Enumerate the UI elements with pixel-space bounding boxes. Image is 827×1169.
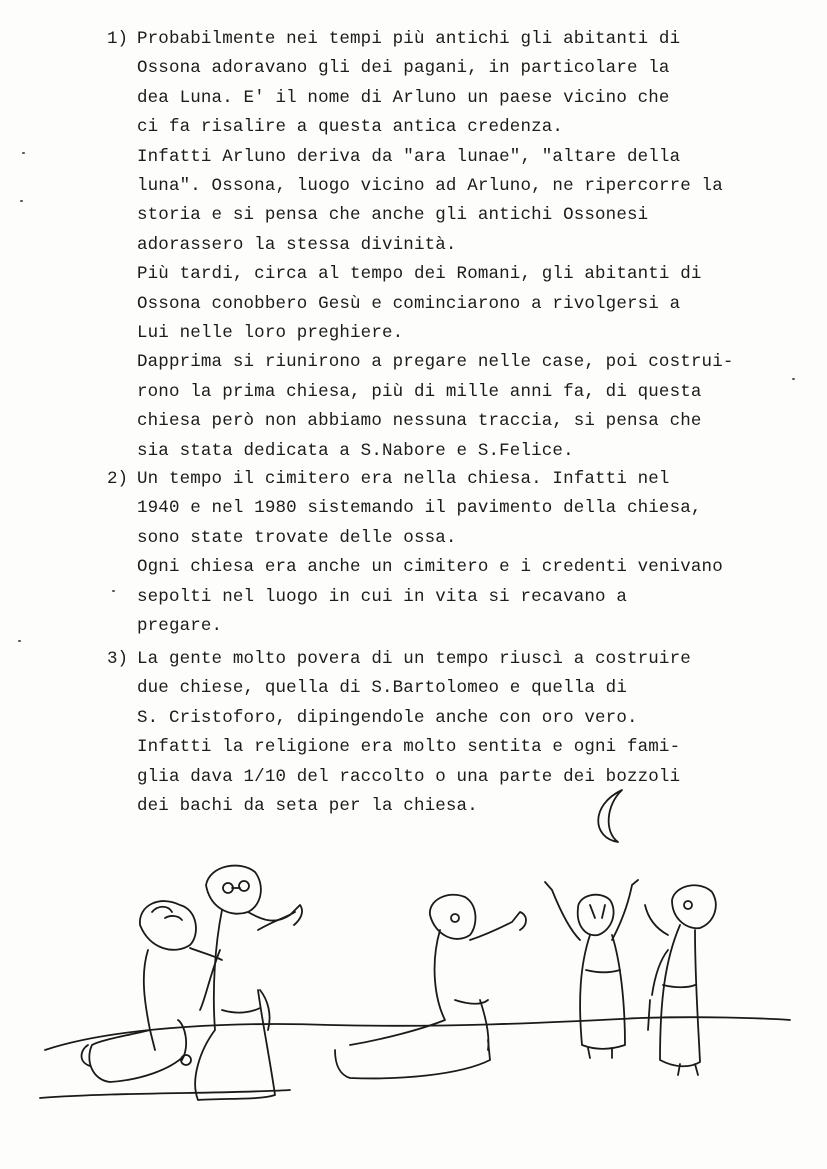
text-line: storia e si pensa che anche gli antichi Ossonesi (137, 205, 649, 226)
figure-outstretched-arm (195, 866, 302, 1100)
text-line: sono state trovate delle ossa. (137, 527, 457, 548)
text-line: 1940 e nel 1980 sistemando il pavimento della chiesa, (137, 498, 702, 519)
text-line: Infatti la religione era molto sentita e ogni fami- (137, 737, 681, 758)
children-drawing (0, 780, 827, 1169)
scan-speck (112, 590, 115, 592)
crescent-moon-icon (598, 790, 622, 842)
text-line: dea Luna. E' il nome di Arluno un paese vicino che (137, 87, 670, 108)
scan-speck (22, 152, 25, 154)
text-line: Ogni chiesa era anche un cimitero e i credenti venivano (137, 557, 723, 578)
text-line: Ossona conobbero Gesù e cominciarono a rivolgersi a (137, 293, 681, 314)
text-line: Più tardi, circa al tempo dei Romani, gli abitanti di (137, 264, 702, 285)
section-number: 3) (107, 649, 129, 669)
text-line: rono la prima chiesa, più di mille anni fa, di questa (137, 381, 702, 402)
figure-raised-arms (545, 880, 638, 1058)
section-number: 2) (107, 469, 129, 489)
text-line: sia stata dedicata a S.Nabore e S.Felice. (137, 440, 574, 461)
text-line: glia dava 1/10 del raccolto o una parte dei bozzoli (137, 766, 681, 787)
text-line: S. Cristoforo, dipingendole anche con oro vero. (137, 707, 638, 728)
text-line: Probabilmente nei tempi più antichi gli abitanti di (137, 29, 681, 49)
scan-speck (18, 640, 21, 642)
text-line: adorassero la stessa divinità. (137, 234, 457, 255)
section-number: 1) (107, 29, 129, 49)
text-line: Ossona adoravano gli dei pagani, in particolare la (137, 58, 670, 79)
text-line: Dapprima si riunirono a pregare nelle case, poi costrui- (137, 352, 734, 373)
scan-speck (792, 378, 795, 380)
text-line: Lui nelle loro preghiere. (137, 323, 404, 343)
text-line: chiesa però non abbiamo nessuna traccia, si pensa che (137, 411, 702, 432)
text-line: luna". Ossona, luogo vicino ad Arluno, ne ripercorre la (137, 176, 723, 196)
text-line: La gente molto povera di un tempo riuscì a costruire (137, 649, 691, 669)
text-line: sepolti nel luogo in cui in vita si recavano a (137, 586, 627, 607)
text-line: pregare. (137, 616, 223, 636)
figure-right (645, 885, 716, 1075)
kneeling-figure-center (335, 895, 526, 1079)
text-line: Un tempo il cimitero era nella chiesa. Infatti nel (137, 469, 670, 489)
scan-speck (20, 200, 23, 202)
text-line: ci fa risalire a questa antica credenza. (137, 117, 564, 138)
ground-line (45, 1017, 790, 1050)
ground-line (40, 1090, 290, 1098)
text-line: due chiese, quella di S.Bartolomeo e quella di (137, 678, 627, 699)
text-line: dei bachi da seta per la chiesa. (137, 796, 478, 816)
text-line: Infatti Arluno deriva da "ara lunae", "altare della (137, 146, 681, 167)
